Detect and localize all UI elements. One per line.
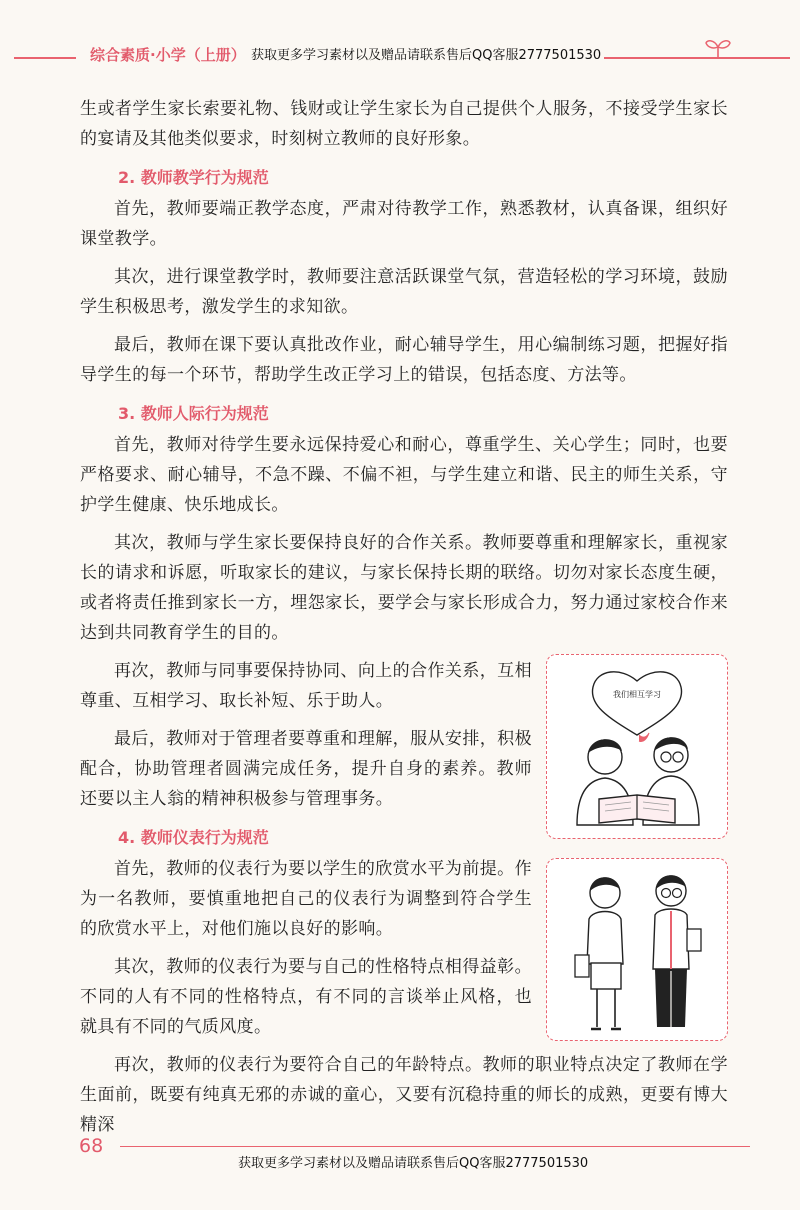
section-4-paragraph-2: 其次，教师的仪表行为要与自己的性格特点相得益彰。不同的人有不同的性格特点，有不同的言谈举止风格，也就具有不同的气质风度。 [80,957,532,1037]
bubble-text: 我们相互学习 [613,690,661,699]
section-2-paragraph-1: 首先，教师要端正教学态度，严肃对待教学工作，熟悉教材，认真备课，组织好课堂教学。 [80,199,728,249]
header-dash [14,57,76,59]
page-number: 68 [79,1135,104,1157]
section-3-paragraph-3: 再次，教师与同事要保持协同、向上的合作关系，互相尊重、互相学习、取长补短、乐于助人。 [80,661,532,711]
page-content [80,94,728,1140]
footer-watermark: 获取更多学习素材以及赠品请联系售后QQ客服2777501530 [238,1156,589,1171]
teachers-reading-illustration [547,655,727,838]
section-3-paragraph-2: 其次，教师与学生家长要保持良好的合作关系。教师要尊重和理解家长，重视家长的请求和诉愿，听取家长的建议，与家长保持长期的联络。切勿对家长态度生硬，或者将责任推到家长一方，埋怨家长，要学会与家长形成合力，努力通过家校合作来达到共同教育学生的目的。 [80,533,728,643]
illustration-teachers-standing [546,858,728,1041]
sprout-icon [704,37,732,59]
section-2-heading: 2. 教师教学行为规范 [118,168,269,187]
section-2-paragraph-3: 最后，教师在课下要认真批改作业，耐心辅导学生，用心编制练习题，把握好指导学生的每一个环节，帮助学生改正学习上的错误，包括态度、方法等。 [80,335,728,385]
section-4-paragraph-1: 首先，教师的仪表行为要以学生的欣赏水平为前提。作为一名教师，要慎重地把自己的仪表行为调整到符合学生的欣赏水平上，对他们施以良好的影响。 [80,859,532,939]
header-watermark: 获取更多学习素材以及赠品请联系售后QQ客服2777501530 [248,44,604,63]
section-4-paragraph-3: 再次，教师的仪表行为要符合自己的年龄特点。教师的职业特点决定了教师在学生面前，既要有纯真无邪的赤诚的童心，又要有沉稳持重的师长的成熟，更要有博大精深 [80,1055,728,1135]
section-3-paragraph-4: 最后，教师对于管理者要尊重和理解，服从安排，积极配合，协助管理者圆满完成任务，提升自身的素养。教师还要以主人翁的精神积极参与管理事务。 [80,729,532,809]
intro-paragraph: 生或者学生家长索要礼物、钱财或让学生家长为自己提供个人服务，不接受学生家长的宴请及其他类似要求，时刻树立教师的良好形象。 [80,99,728,149]
teachers-standing-illustration [547,859,727,1040]
footer-rule [120,1146,750,1147]
illustration-teachers-learning [546,654,728,839]
series-title: 综合素质·小学（上册） [86,44,250,65]
section-3-paragraph-1: 首先，教师对待学生要永远保持爱心和耐心，尊重学生、关心学生；同时，也要严格要求、耐心辅导，不急不躁、不偏不袒，与学生建立和谐、民主的师生关系，守护学生健康、快乐地成长。 [80,435,728,515]
section-2-paragraph-2: 其次，进行课堂教学时，教师要注意活跃课堂气氛，营造轻松的学习环境，鼓励学生积极思考，激发学生的求知欲。 [80,267,728,317]
section-4-heading: 4. 教师仪表行为规范 [118,828,269,847]
section-3-heading: 3. 教师人际行为规范 [118,404,269,423]
